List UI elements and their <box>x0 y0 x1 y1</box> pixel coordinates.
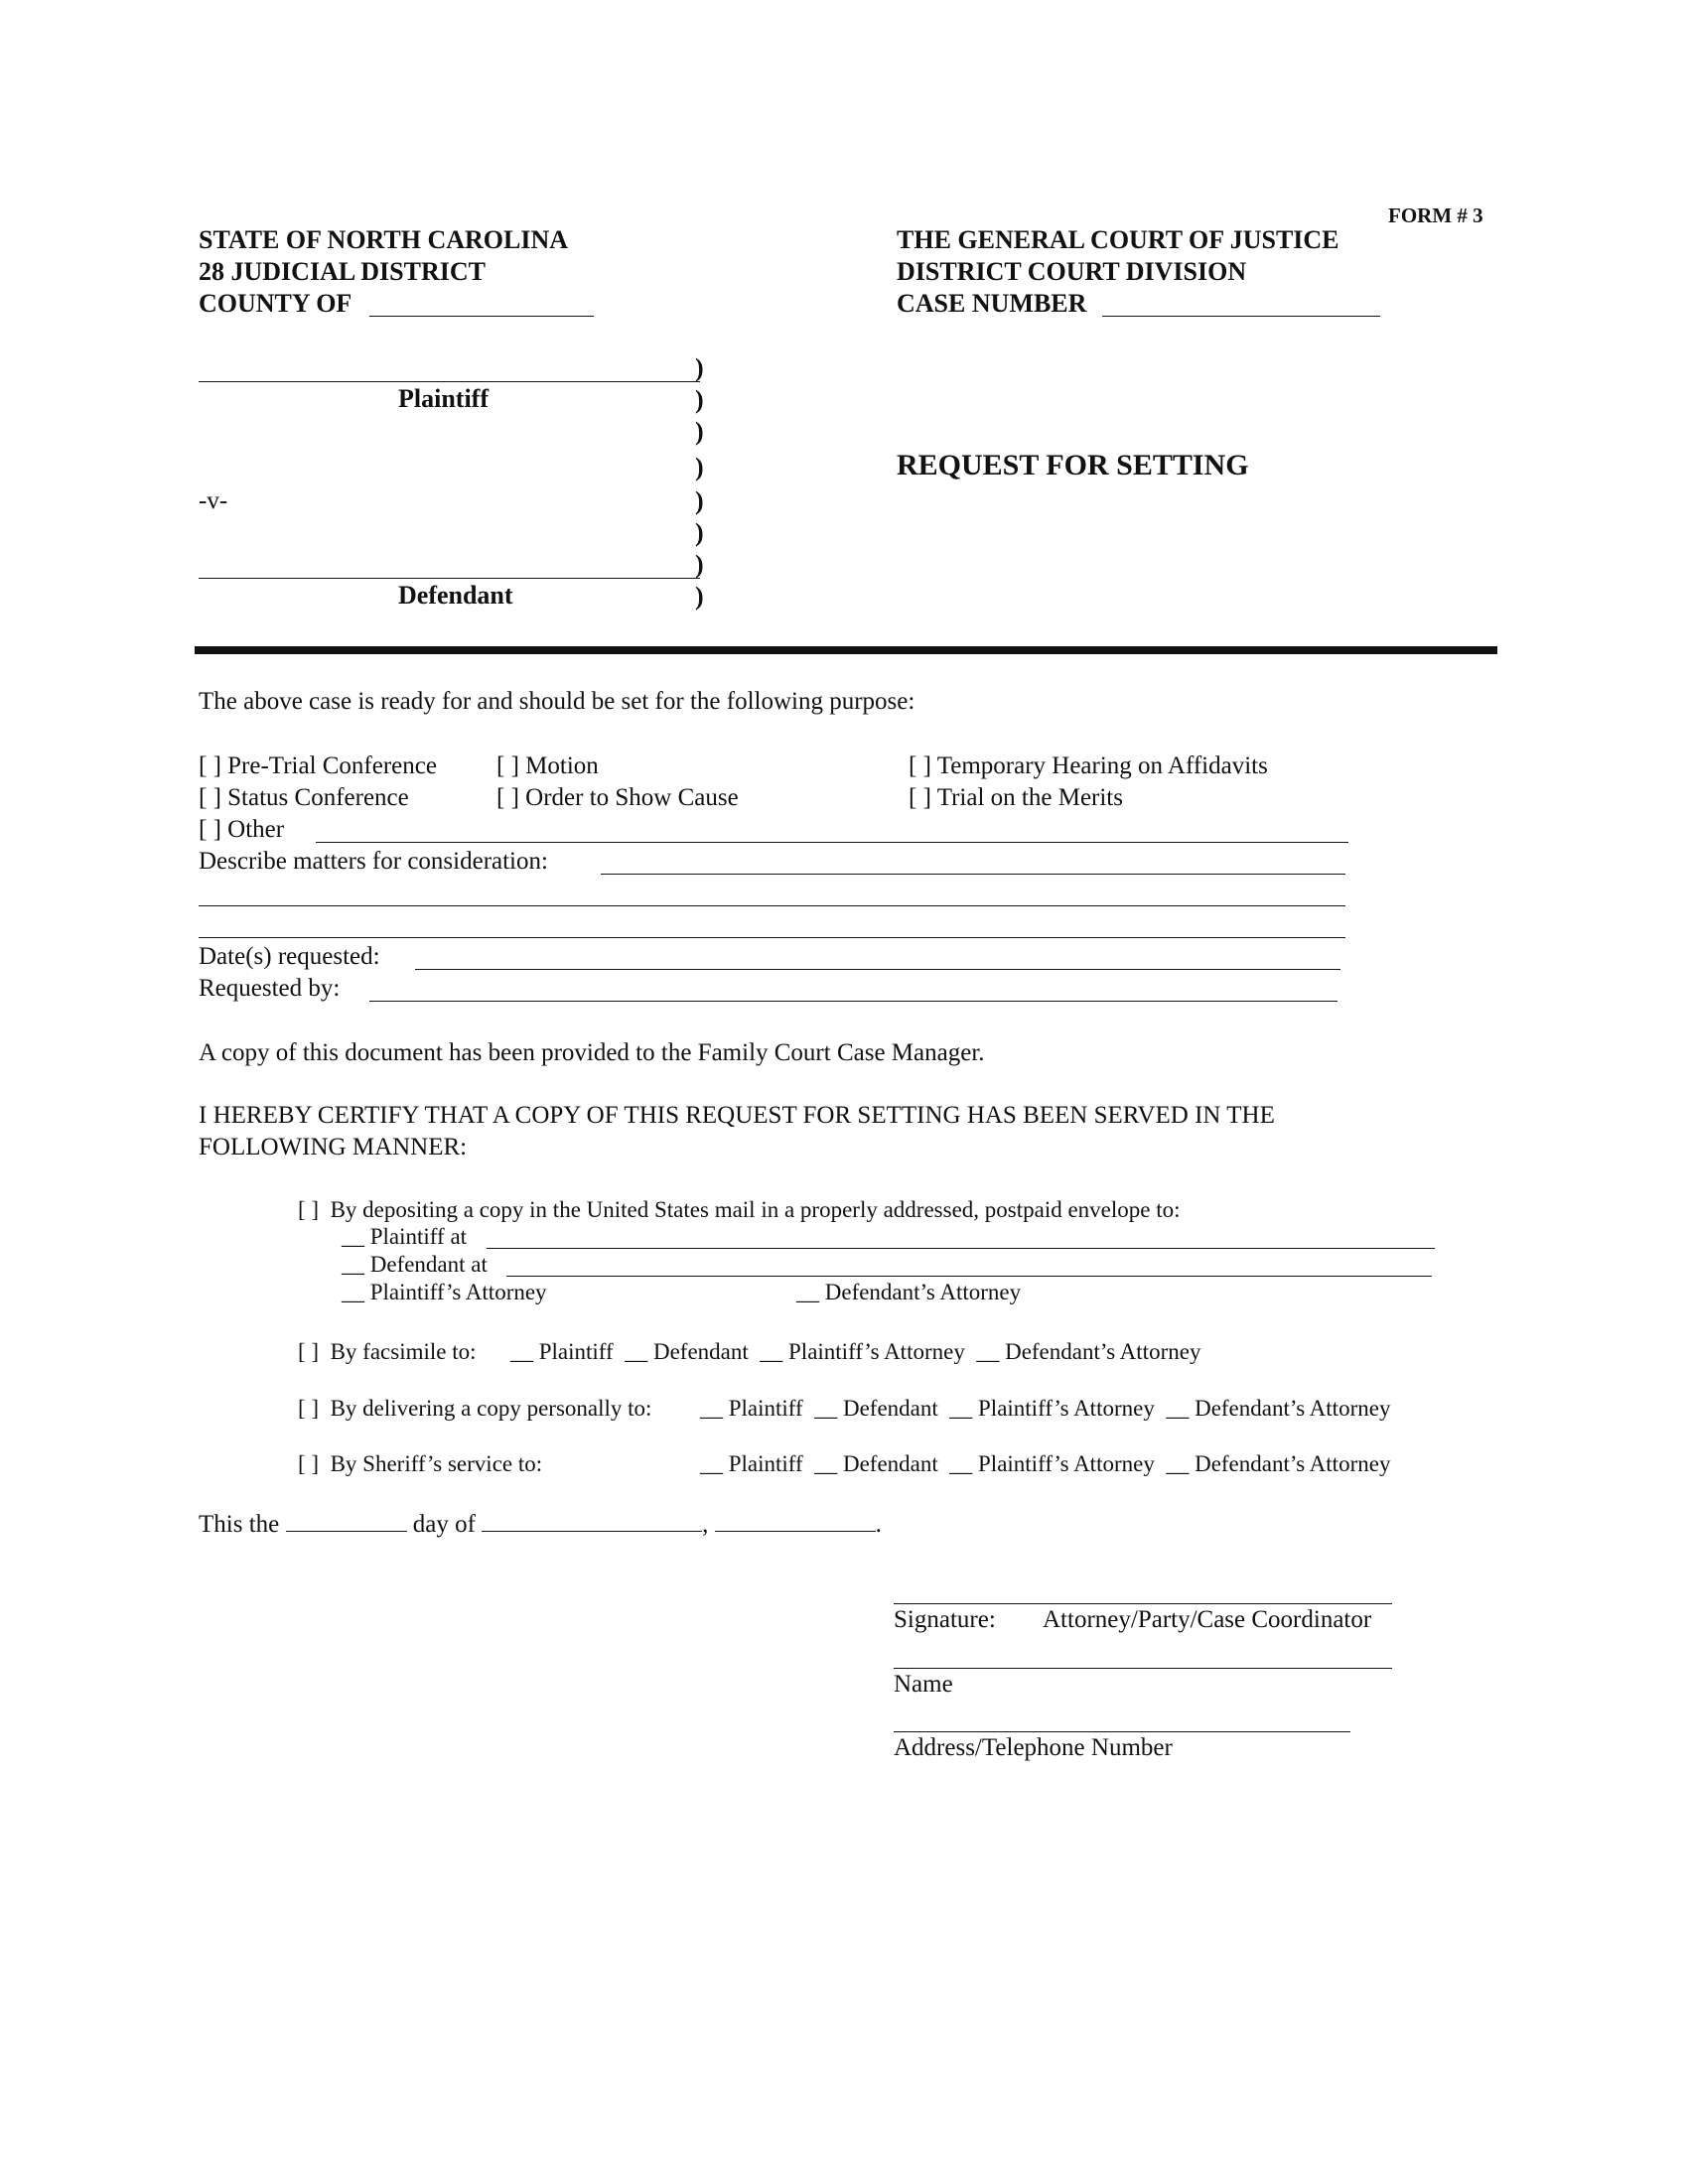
plaintiff-label: Plaintiff <box>398 384 489 413</box>
purpose-status-label: Status Conference <box>227 784 409 811</box>
caption-paren: ) <box>695 550 704 579</box>
service-fax[interactable] <box>298 1339 477 1365</box>
checkbox-bracket[interactable]: [ ] <box>909 752 931 779</box>
dates-requested-field[interactable] <box>415 969 1340 970</box>
checkbox-bracket[interactable]: [ ] <box>496 752 519 779</box>
checkbox-bracket[interactable]: [ ] <box>298 1451 320 1476</box>
form-number: FORM # 3 <box>1388 204 1483 227</box>
mail-defendants-attorney-label: Defendant’s Attorney <box>824 1280 1022 1304</box>
fax-defendants-attorney-label: Defendant’s Attorney <box>1005 1339 1201 1364</box>
other-purpose-field[interactable] <box>316 842 1348 843</box>
mail-plaintiffs-attorney[interactable] <box>342 1280 547 1305</box>
personal-defendant-label: Defendant <box>842 1396 938 1421</box>
blank-mark[interactable]: __ <box>1166 1451 1190 1476</box>
blank-mark[interactable]: __ <box>510 1339 533 1364</box>
sheriff-defendants-attorney-label: Defendant’s Attorney <box>1195 1451 1391 1476</box>
mail-defendants-attorney[interactable] <box>796 1280 1021 1305</box>
purpose-motion-label: Motion <box>525 752 599 779</box>
service-sheriff-label: By Sheriff’s service to: <box>330 1451 543 1476</box>
fax-recipients <box>510 1339 1200 1365</box>
mail-plaintiff-at-label: Plaintiff at <box>369 1224 468 1249</box>
caption-paren: ) <box>695 417 704 446</box>
versus-label: -v- <box>199 487 228 514</box>
division-heading: DISTRICT COURT DIVISION <box>897 257 1247 286</box>
personal-plaintiff-label: Plaintiff <box>728 1396 803 1421</box>
defendant-label: Defendant <box>398 581 513 610</box>
purpose-other-label: Other <box>227 816 285 843</box>
describe-field-line-2[interactable] <box>199 905 1345 906</box>
date-period: . <box>875 1511 882 1538</box>
caption-paren: ) <box>695 486 704 515</box>
purpose-motion[interactable] <box>496 752 599 780</box>
purpose-show-cause-label: Order to Show Cause <box>525 784 739 811</box>
certify-text: I HEREBY CERTIFY THAT A COPY OF THIS REQUEST FOR SETTING HAS BEEN SERVED IN THE <box>199 1102 1275 1129</box>
checkbox-bracket[interactable]: [ ] <box>298 1197 320 1222</box>
service-personal-label: By delivering a copy personally to: <box>330 1396 652 1421</box>
fax-plaintiffs-attorney-label: Plaintiff’s Attorney <box>788 1339 965 1364</box>
signature-role-label: Attorney/Party/Case Coordinator <box>1043 1606 1372 1633</box>
purpose-trial-label: Trial on the Merits <box>936 784 1123 811</box>
case-number-field[interactable] <box>1102 316 1380 317</box>
purpose-other[interactable] <box>199 816 284 844</box>
describe-field[interactable] <box>601 874 1345 875</box>
blank-mark[interactable]: __ <box>342 1280 364 1304</box>
caption-paren: ) <box>695 582 704 611</box>
blank-mark[interactable]: __ <box>814 1396 838 1421</box>
sheriff-defendant-label: Defendant <box>842 1451 938 1476</box>
header-divider <box>195 646 1497 654</box>
purpose-show-cause[interactable] <box>496 784 739 812</box>
blank-mark[interactable]: __ <box>625 1339 648 1364</box>
blank-mark[interactable]: __ <box>342 1252 364 1277</box>
checkbox-bracket[interactable]: [ ] <box>298 1339 320 1364</box>
blank-mark[interactable]: __ <box>700 1451 723 1476</box>
copy-notice: A copy of this document has been provided to the Family Court Case Manager. <box>199 1039 985 1066</box>
execution-date-line <box>199 1511 882 1539</box>
blank-mark[interactable]: __ <box>814 1451 838 1476</box>
caption-paren: ) <box>695 518 704 547</box>
document-title: REQUEST FOR SETTING <box>897 449 1249 481</box>
blank-mark[interactable]: __ <box>949 1396 973 1421</box>
this-the-label: This the <box>199 1511 280 1538</box>
mail-defendant-at[interactable] <box>342 1252 488 1278</box>
name-field[interactable] <box>894 1668 1392 1669</box>
checkbox-bracket[interactable]: [ ] <box>909 784 931 811</box>
signature-field[interactable] <box>894 1603 1392 1604</box>
service-personal[interactable] <box>298 1396 651 1422</box>
sheriff-plaintiffs-attorney-label: Plaintiff’s Attorney <box>978 1451 1155 1476</box>
blank-mark[interactable]: __ <box>1166 1396 1190 1421</box>
plaintiff-name-field[interactable] <box>199 381 700 382</box>
service-mail[interactable] <box>298 1197 1181 1223</box>
fax-defendant-label: Defendant <box>652 1339 749 1364</box>
caption-paren: ) <box>695 353 704 382</box>
blank-mark[interactable]: __ <box>976 1339 1000 1364</box>
defendant-address-field[interactable] <box>506 1276 1432 1277</box>
requested-by-label: Requested by: <box>199 975 341 1002</box>
blank-mark[interactable]: __ <box>342 1224 364 1249</box>
blank-mark[interactable]: __ <box>700 1396 723 1421</box>
purpose-pretrial-label: Pre-Trial Conference <box>227 752 437 779</box>
blank-mark[interactable]: __ <box>796 1280 819 1304</box>
purpose-trial[interactable] <box>909 784 1123 812</box>
blank-mark[interactable]: __ <box>949 1451 973 1476</box>
checkbox-bracket[interactable]: [ ] <box>496 784 519 811</box>
purpose-pretrial[interactable] <box>199 752 437 780</box>
requested-by-field[interactable] <box>369 1001 1337 1002</box>
blank-mark[interactable]: __ <box>760 1339 783 1364</box>
purpose-temporary-label: Temporary Hearing on Affidavits <box>936 752 1268 779</box>
service-fax-label: By facsimile to: <box>330 1339 477 1364</box>
describe-label: Describe matters for consideration: <box>199 848 548 875</box>
date-comma: , <box>702 1511 709 1538</box>
checkbox-bracket[interactable]: [ ] <box>298 1396 320 1421</box>
personal-plaintiffs-attorney-label: Plaintiff’s Attorney <box>978 1396 1155 1421</box>
describe-field-line-3[interactable] <box>199 937 1345 938</box>
service-mail-label: By depositing a copy in the United States mail in a properly addressed, postpaid envelope to: <box>330 1197 1181 1222</box>
purpose-status[interactable] <box>199 784 409 812</box>
plaintiff-address-field[interactable] <box>487 1248 1435 1249</box>
county-field[interactable] <box>369 316 594 317</box>
defendant-name-field[interactable] <box>199 578 700 579</box>
intro-text: The above case is ready for and should be set for the following purpose: <box>199 688 915 715</box>
fax-plaintiff-label: Plaintiff <box>538 1339 614 1364</box>
certify-text-continued: FOLLOWING MANNER: <box>199 1134 468 1160</box>
dates-requested-label: Date(s) requested: <box>199 943 380 970</box>
signature-label: Signature: <box>894 1606 996 1633</box>
checkbox-bracket[interactable]: [ ] <box>199 752 221 779</box>
month-field[interactable] <box>482 1513 702 1532</box>
checkbox-bracket[interactable]: [ ] <box>199 784 221 811</box>
year-field[interactable] <box>715 1513 876 1532</box>
personal-defendants-attorney-label: Defendant’s Attorney <box>1195 1396 1391 1421</box>
sheriff-recipients <box>700 1451 1390 1477</box>
checkbox-bracket[interactable]: [ ] <box>199 816 221 843</box>
caption-paren: ) <box>695 453 704 481</box>
day-field[interactable] <box>286 1513 407 1532</box>
address-telephone-field[interactable] <box>894 1731 1350 1732</box>
sheriff-plaintiff-label: Plaintiff <box>728 1451 803 1476</box>
purpose-temporary[interactable] <box>909 752 1268 780</box>
caption-paren: ) <box>695 385 704 414</box>
mail-plaintiff-at[interactable] <box>342 1224 467 1250</box>
mail-plaintiffs-attorney-label: Plaintiff’s Attorney <box>369 1280 547 1304</box>
service-sheriff[interactable] <box>298 1451 542 1477</box>
district-heading: 28 JUDICIAL DISTRICT <box>199 257 486 286</box>
state-heading: STATE OF NORTH CAROLINA <box>199 225 569 254</box>
case-number-label: CASE NUMBER <box>897 289 1087 318</box>
name-label: Name <box>894 1671 953 1698</box>
address-telephone-label: Address/Telephone Number <box>894 1734 1173 1761</box>
personal-recipients <box>700 1396 1390 1422</box>
county-heading: COUNTY OF <box>199 289 352 318</box>
mail-defendant-at-label: Defendant at <box>369 1252 488 1277</box>
day-of-label: day of <box>412 1511 476 1538</box>
court-heading: THE GENERAL COURT OF JUSTICE <box>897 225 1339 254</box>
